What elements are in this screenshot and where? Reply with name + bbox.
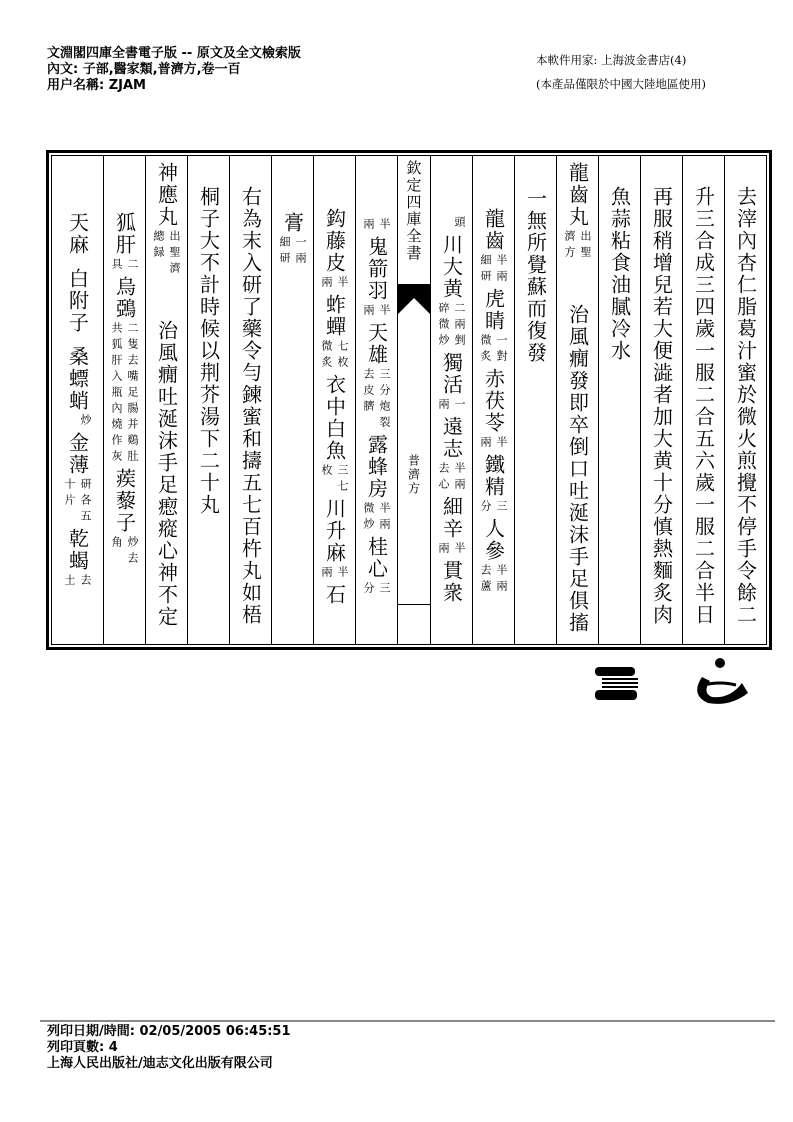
text-column [514, 156, 556, 644]
annotation-right: 三 [495, 500, 508, 516]
fishtail-mark-icon [398, 284, 430, 314]
annotation-left: 碎微炒 [437, 302, 450, 350]
annotation-left: 去皮臍 [362, 368, 375, 416]
main-text: 右為末入研了藥令勻鍊蜜和擣五七百杵丸如梧 [238, 186, 263, 626]
annotation [479, 334, 508, 366]
annotation [437, 216, 466, 232]
annotation-left: 分 [479, 500, 492, 516]
annotation [320, 276, 349, 292]
footer-divider [40, 1020, 775, 1022]
annotation [320, 464, 349, 496]
annotation-left: 共狐肝入瓶內燒作灰 [110, 322, 123, 466]
annotation-right: 半兩 [378, 502, 391, 534]
text-column [229, 156, 271, 644]
header-title: 文淵閣四庫全書電子版 -- 原文及全文檢索版 [47, 46, 301, 61]
text-column [640, 156, 682, 644]
main-text: 石 [322, 584, 347, 606]
annotation-right: 研各五 [79, 478, 92, 526]
annotation-left: 去心 [437, 462, 450, 494]
print-datetime: 列印日期/時間: 02/05/2005 06:45:51 [47, 1024, 291, 1039]
annotation [563, 230, 592, 262]
annotation-right: 半 [378, 218, 391, 234]
print-page-count: 列印頁數: 4 [47, 1040, 118, 1055]
text-column [145, 156, 187, 644]
annotation-left: 兩 [437, 398, 450, 414]
main-text: 狐肝 [112, 212, 137, 256]
annotation-right: 半 [336, 566, 349, 582]
text-column [187, 156, 229, 644]
section-title: 普濟方 [406, 454, 421, 496]
annotation [479, 564, 508, 596]
publisher-logos [590, 655, 760, 714]
main-text: 龍齒丸 [565, 162, 590, 228]
annotation-right: 一 [453, 398, 466, 414]
text-column [271, 156, 313, 644]
text-column [103, 156, 145, 644]
main-text: 金薄 [65, 432, 90, 476]
main-text: 魚蒜粘食油膩冷水 [607, 186, 632, 362]
annotation-right: 半兩 [453, 462, 466, 494]
annotation [362, 502, 391, 534]
text-columns [51, 155, 767, 645]
annotation-left: 枚 [320, 464, 333, 480]
annotation [362, 368, 391, 432]
annotation-left: 微炙 [479, 334, 492, 366]
main-text: 露蜂房 [364, 434, 389, 500]
annotation-left: 總録 [152, 230, 165, 262]
annotation [320, 340, 349, 372]
annotation-right: 半 [336, 276, 349, 292]
main-text: 桂心 [364, 536, 389, 580]
annotation [110, 322, 139, 466]
annotation [479, 254, 508, 286]
annotation-left: 十片 [63, 478, 76, 510]
annotation-left: 具 [110, 258, 123, 274]
annotation [479, 436, 508, 452]
page-frame [46, 150, 772, 650]
annotation [152, 230, 181, 278]
text-column [556, 156, 598, 644]
main-text: 乾蝎 [65, 528, 90, 572]
annotation [110, 258, 139, 274]
annotation-right: 出聖 [579, 230, 592, 262]
annotation [63, 574, 92, 590]
annotation-left: 濟方 [563, 230, 576, 262]
main-text: 桑螵蛸 [65, 346, 90, 412]
annotation-left: 微炒 [362, 502, 375, 534]
main-text: 鈎藤皮 [322, 208, 347, 274]
annotation-right: 二隻去嘴足腸并鷄肚 [126, 322, 139, 466]
annotation-left: 角 [110, 536, 123, 552]
annotation [437, 462, 466, 494]
annotation [437, 302, 466, 350]
main-text: 川升麻 [322, 498, 347, 564]
main-text: 赤茯苓 [481, 368, 506, 434]
annotation-right: 七枚 [336, 340, 349, 372]
annotation [278, 236, 307, 268]
annotation-right: 二兩剉 [453, 302, 466, 350]
main-text: 神應丸 [154, 162, 179, 228]
header-username: 用户名稱: ZJAM [47, 78, 146, 93]
main-text: 白附子 [65, 268, 90, 334]
main-text: 去滓內杏仁脂葛汁蜜於微火煎攪不停手令餘二 [733, 186, 758, 626]
text-column [724, 156, 766, 644]
strip-rule [398, 604, 430, 605]
annotation-left: 細研 [278, 236, 291, 268]
text-column [313, 156, 355, 644]
publisher: 上海人民出版社/迪志文化出版有限公司 [47, 1056, 273, 1071]
annotation [63, 478, 92, 526]
text-column [598, 156, 640, 644]
annotation-right: 半 [495, 436, 508, 452]
annotation [110, 536, 139, 568]
license-region: (本產品僅限於中國大陸地區使用) [536, 77, 706, 91]
annotation-left: 分 [362, 582, 375, 598]
annotation-left: 兩 [479, 436, 492, 452]
text-column [355, 156, 397, 644]
header-content-path: 內文: 子部,醫家類,普濟方,卷一百 [47, 62, 241, 77]
document-footer [47, 1024, 291, 1072]
annotation-right: 一兩 [294, 236, 307, 268]
text-column [682, 156, 724, 644]
main-text: 膏 [280, 212, 305, 234]
main-text: 治風癇吐涎沫手足瘛瘲心神不定 [154, 320, 179, 628]
annotation-left: 兩 [362, 218, 375, 234]
main-text: 衣中白魚 [322, 374, 347, 462]
annotation [362, 304, 391, 320]
book-title: 欽定四庫全書 [404, 160, 423, 262]
annotation [437, 542, 466, 558]
main-text: 川大黄 [439, 234, 464, 300]
main-text: 貫衆 [439, 560, 464, 604]
main-text: 細辛 [439, 496, 464, 540]
main-text: 蒺藜子 [112, 468, 137, 534]
main-text: 天麻 [65, 212, 90, 256]
annotation [320, 566, 349, 582]
annotation-left [63, 414, 76, 430]
annotation-left: 土 [63, 574, 76, 590]
text-column [472, 156, 514, 644]
center-margin-strip [397, 156, 430, 644]
main-text: 人參 [481, 518, 506, 562]
annotation-right: 半兩 [495, 564, 508, 596]
document-header [47, 46, 301, 94]
annotation-right: 三七 [336, 464, 349, 496]
annotation [479, 500, 508, 516]
annotation-left: 兩 [320, 276, 333, 292]
license-info [536, 48, 706, 96]
main-text: 升三合成三四歲一服二合五六歲一服二合半日 [691, 186, 716, 626]
text-column [52, 156, 103, 644]
main-text: 天雄 [364, 322, 389, 366]
main-text: 虎睛 [481, 288, 506, 332]
annotation-left [437, 216, 450, 232]
main-text: 一無所覺蘇而復發 [523, 188, 548, 364]
main-text: 治風癇發即卒倒口吐涎沫手足俱搐 [565, 304, 590, 634]
annotation-left: 微炙 [320, 340, 333, 372]
annotation [63, 414, 92, 430]
main-text: 鐵精 [481, 454, 506, 498]
main-text: 遠志 [439, 416, 464, 460]
annotation-right: 去 [79, 574, 92, 590]
annotation-left: 兩 [320, 566, 333, 582]
annotation-right: 半 [453, 542, 466, 558]
annotation-right: 頭 [453, 216, 466, 232]
annotation-left: 細研 [479, 254, 492, 286]
main-text: 再服稍增兒若大便澁者加大黄十分慎熱麵炙肉 [649, 186, 674, 626]
license-user: 本軟件用家: 上海波金書店(4) [536, 53, 687, 67]
annotation-right: 半 [378, 304, 391, 320]
main-text: 龍齒 [481, 208, 506, 252]
annotation-right: 半兩 [495, 254, 508, 286]
annotation [362, 218, 391, 234]
annotation-right: 炒去 [126, 536, 139, 568]
annotation-right: 三 [378, 582, 391, 598]
annotation [362, 582, 391, 598]
logo-icon [590, 655, 760, 710]
text-column [430, 156, 472, 644]
annotation-right: 一對 [495, 334, 508, 366]
annotation-right: 炒 [79, 414, 92, 430]
main-text: 烏鵶 [112, 276, 137, 320]
main-text: 獨活 [439, 352, 464, 396]
annotation-left: 兩 [437, 542, 450, 558]
annotation-left: 兩 [362, 304, 375, 320]
main-text: 鬼箭羽 [364, 236, 389, 302]
annotation-right: 二 [126, 258, 139, 274]
annotation [437, 398, 466, 414]
main-text: 蚱蟬 [322, 294, 347, 338]
annotation-right: 出聖濟 [168, 230, 181, 278]
annotation-right: 三分炮裂 [378, 368, 391, 432]
main-text: 桐子大不計時候以荆芥湯下二十丸 [196, 186, 221, 516]
annotation-left: 去蘆 [479, 564, 492, 596]
